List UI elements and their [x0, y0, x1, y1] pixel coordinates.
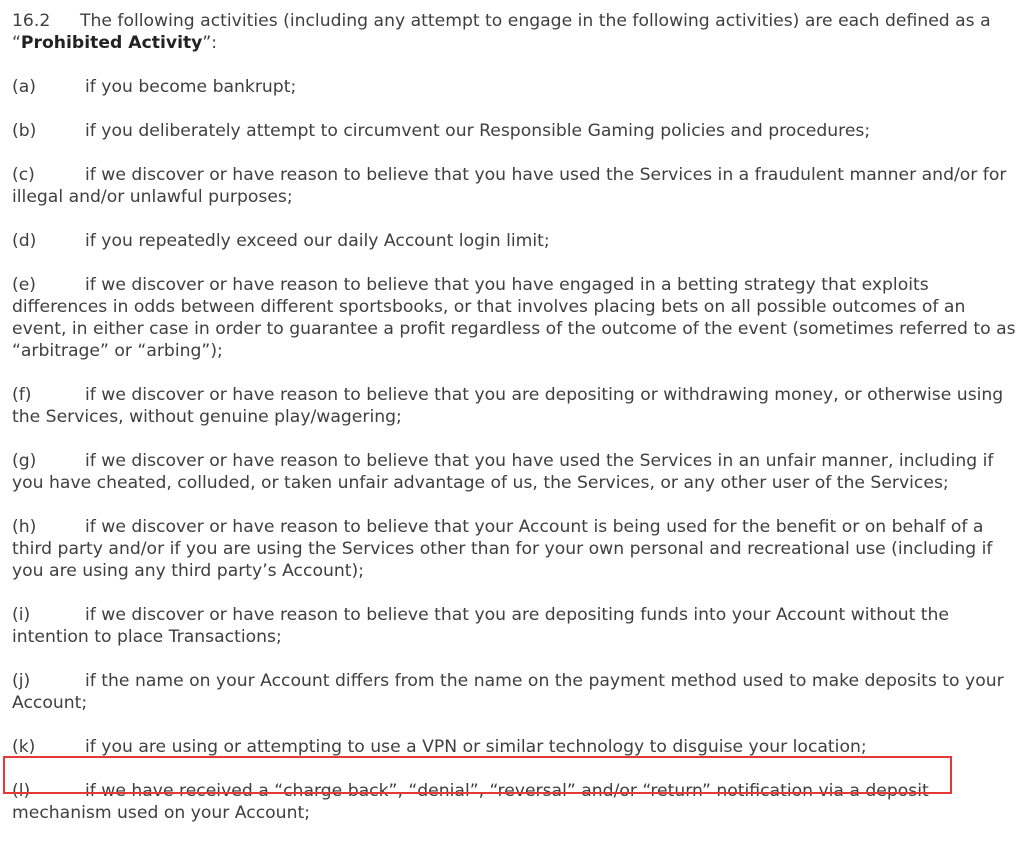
clause-label: (l) — [12, 781, 31, 801]
clause-label: (e) — [12, 275, 36, 295]
clause-g — [12, 450, 1020, 494]
section-intro — [12, 10, 1020, 54]
clause-text: if we discover or have reason to believe that you have used the Services in an unfair manner, including if you have cheated, colluded, or taken unfair advantage of us, the Services, or any other user of the Services; — [12, 451, 994, 493]
clause-h — [12, 516, 1020, 582]
clause-d — [12, 230, 1020, 252]
clause-text: if we have received a “charge back”, “denial”, “reversal” and/or “return” notification via a deposit mechanism used on your Account; — [12, 781, 929, 823]
clause-k — [12, 736, 1020, 758]
clause-label: (f) — [12, 385, 32, 405]
section-number: 16.2 — [12, 11, 51, 31]
clause-label: (a) — [12, 77, 36, 97]
clause-label: (k) — [12, 737, 36, 757]
clause-text: if you deliberately attempt to circumvent our Responsible Gaming policies and procedures; — [85, 121, 871, 141]
clause-f — [12, 384, 1020, 428]
clause-label: (g) — [12, 451, 37, 471]
clause-text: if you are using or attempting to use a VPN or similar technology to disguise your location; — [85, 737, 867, 757]
clause-j — [12, 670, 1020, 714]
clause-text: if we discover or have reason to believe that your Account is being used for the benefit or on behalf of a third party and/or if you are using the Services other than for your own personal and recreational use (including if you are using any third party’s Account); — [12, 517, 993, 581]
clause-text: if we discover or have reason to believe that you are depositing funds into your Account without the intention to place Transactions; — [12, 605, 949, 647]
intro-text: The following activities (including any attempt to engage in the following activities) are each defined as a “ — [12, 11, 991, 53]
highlight-box — [3, 756, 952, 794]
defined-term: Prohibited Activity — [20, 33, 203, 53]
clause-text: if the name on your Account differs from the name on the payment method used to make deposits to your Account; — [12, 671, 1004, 713]
clause-text: if we discover or have reason to believe that you are depositing or withdrawing money, or otherwise using the Services, without genuine play/wagering; — [12, 385, 1004, 427]
clause-label: (c) — [12, 165, 35, 185]
clause-label: (j) — [12, 671, 31, 691]
clause-label: (d) — [12, 231, 37, 251]
clause-text: if we discover or have reason to believe that you have engaged in a betting strategy that exploits differences in odds between different sportsbooks, or that involves placing bets on all possible outcomes of an event, in either case in order to guarantee a profit regardless of the outcome of the event (sometimes referred to as “arbitrage” or “arbing”); — [12, 275, 1016, 361]
clause-text: if we discover or have reason to believe that you have used the Services in a fraudulent manner and/or for illegal and/or unlawful purposes; — [12, 165, 1007, 207]
clause-text: if you repeatedly exceed our daily Account login limit; — [85, 231, 550, 251]
clause-e — [12, 274, 1020, 362]
clause-i — [12, 604, 1020, 648]
clause-c — [12, 164, 1020, 208]
intro-text-end: ”: — [202, 33, 218, 53]
terms-document — [12, 10, 1020, 824]
clause-label: (h) — [12, 517, 37, 537]
clause-label: (b) — [12, 121, 37, 141]
clause-b — [12, 120, 1020, 142]
clause-label: (i) — [12, 605, 31, 625]
clause-text: if you become bankrupt; — [85, 77, 297, 97]
clause-a — [12, 76, 1020, 98]
